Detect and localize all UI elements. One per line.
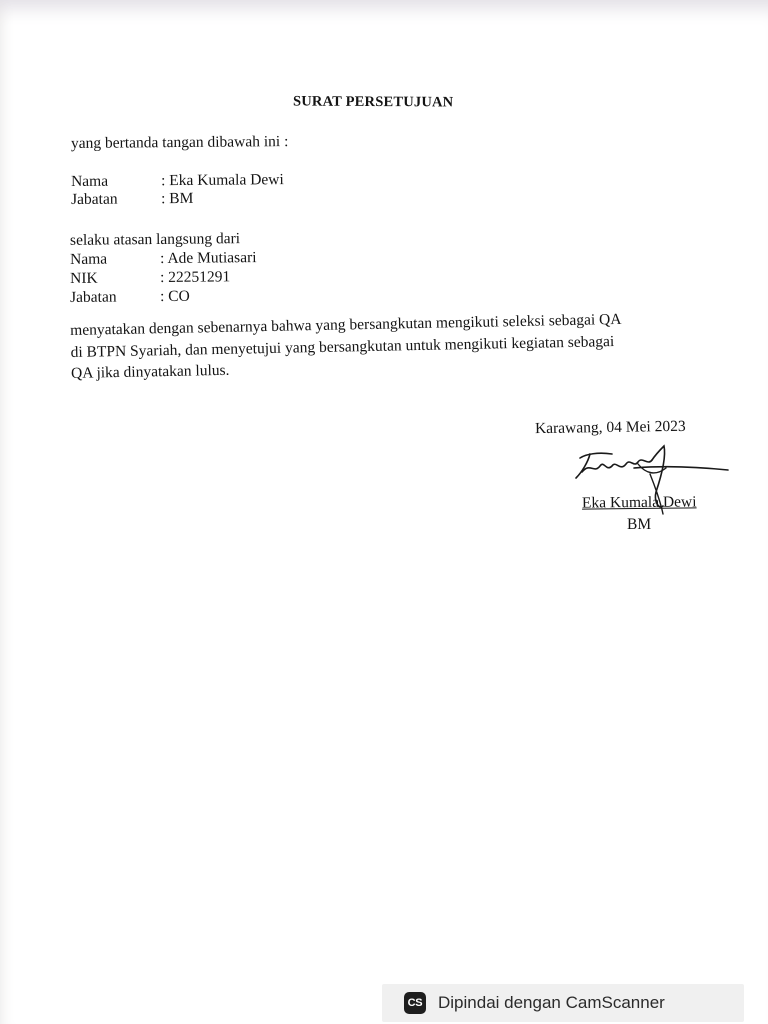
subordinate-nik-value: : 22251291 [159,268,231,287]
camscanner-text: Dipindai dengan CamScanner [438,993,665,1012]
subordinate-nik-label: NIK [70,269,98,287]
signer-position: BM [627,516,652,533]
statement-line: di BTPN Syariah, dan menyetujui yang bersangkutan untuk mengikuti kegiatan sebagai [70,332,615,361]
document-title: SURAT PERSETUJUAN [292,93,454,111]
subordinate-position-label: Jabatan [70,288,117,306]
statement-paragraph [70,307,736,385]
signatory-position-label: Jabatan [71,190,118,208]
handwritten-signature [568,444,733,524]
statement-line: QA jika dinyatakan lulus. [70,361,230,382]
camscanner-watermark [382,984,744,1022]
signatory-name-label: Nama [71,172,109,190]
subordinate-intro: selaku atasan langsung dari [69,230,241,249]
signatory-position-value: : BM [160,189,194,208]
subordinate-name-label: Nama [70,250,108,268]
camscanner-logo-icon: CS [404,992,426,1014]
statement-line: menyatakan dengan sebenarnya bahwa yang bersangkutan mengikuti seleksi sebagai QA [70,310,622,339]
subordinate-name-value: : Ade Mutiasari [159,249,257,268]
signatory-name-value: : Eka Kumala Dewi [160,171,284,190]
place-date: Karawang, 04 Mei 2023 [534,417,686,438]
intro-text: yang bertanda tangan dibawah ini : [70,133,289,152]
signer-name: Eka Kumala Dewi [581,493,697,512]
subordinate-position-value: : CO [159,287,190,306]
